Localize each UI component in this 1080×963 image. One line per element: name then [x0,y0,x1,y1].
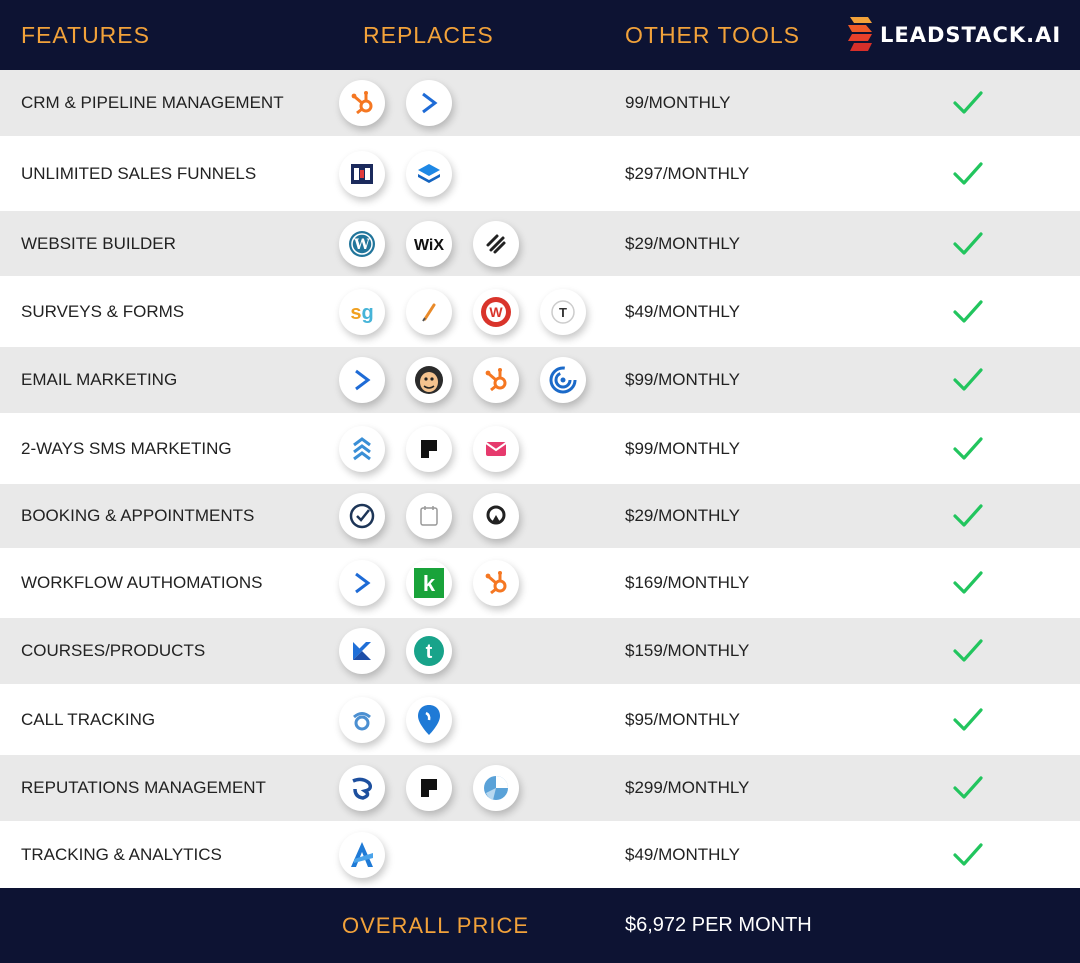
brand-name: LEADSTACK.AI [880,23,1062,47]
table-header [0,0,1080,70]
svg-text:W: W [354,236,370,253]
replaced-tools [339,684,473,755]
table-row [0,684,1080,755]
chevrons-icon [339,426,385,472]
replaced-tools [339,484,540,548]
hubspot-icon [473,560,519,606]
replaced-tools [339,211,540,276]
other-tools-price: $49/MONTHLY [625,301,740,321]
calendly-icon [339,493,385,539]
podium-icon [406,426,452,472]
layers-icon [406,151,452,197]
overall-price-total: $6,972 PER MONTH [625,914,812,936]
checkmark-icon [952,70,984,136]
svg-text:sg: sg [350,301,374,324]
teachable-icon [406,628,452,674]
svg-text:WiX: WiX [413,236,445,254]
jotform-icon [406,289,452,335]
checkmark-icon [952,821,984,888]
feature-name: REPUTATIONS MANAGEMENT [21,778,266,797]
other-tools-price: $49/MONTHLY [625,844,740,864]
hubspot-icon [339,80,385,126]
pie-icon [473,765,519,811]
replaced-tools [339,70,473,136]
feature-name: CALL TRACKING [21,709,156,729]
svg-text:T: T [559,304,567,320]
feature-name: WORKFLOW AUTHOMATIONS [21,573,263,592]
squarespace-icon [473,221,519,267]
hubspot-icon [473,357,519,403]
replaced-tools [339,136,473,211]
checkmark-icon [952,618,984,684]
checkmark-icon [952,211,984,276]
calendar-icon [406,493,452,539]
callrail-icon [339,697,385,743]
sms-mail-icon [473,426,519,472]
podium-icon [406,765,452,811]
replaced-tools [339,276,607,347]
feature-name: TRACKING & ANALYTICS [21,844,222,864]
surveygizmo-icon [339,289,385,335]
acuity-icon [473,493,519,539]
other-tools-price: $159/MONTHLY [625,641,750,660]
feature-name: CRM & PIPELINE MANAGEMENT [21,93,284,112]
wufoo-icon [473,289,519,335]
overall-price-label: OVERALL PRICE [342,913,530,938]
feature-name: COURSES/PRODUCTS [21,641,206,660]
checkmark-icon [952,413,984,484]
leadstack-logo-icon [846,15,876,55]
svg-text:W: W [489,303,503,320]
table-row [0,347,1080,413]
table-row [0,484,1080,548]
feature-name: BOOKING & APPOINTMENTS [21,506,255,525]
table-row [0,755,1080,821]
activecampaign-icon [339,560,385,606]
wix-icon [406,221,452,267]
table-row [0,276,1080,347]
constantcontact-icon [540,357,586,403]
feature-name: WEBSITE BUILDER [21,233,176,253]
checkmark-icon [952,347,984,413]
checkmark-icon [952,136,984,211]
birdeye-icon [339,765,385,811]
activecampaign-icon [339,357,385,403]
replaced-tools [339,548,540,618]
feature-name: UNLIMITED SALES FUNNELS [21,163,257,183]
feature-name: SURVEYS & FORMS [21,301,185,321]
header-other-tools: OTHER TOOLS [625,22,801,48]
replaced-tools [339,755,540,821]
other-tools-price: $169/MONTHLY [625,573,750,592]
other-tools-price: $297/MONTHLY [625,163,750,183]
table-row [0,136,1080,211]
typeform-icon [540,289,586,335]
other-tools-price: $95/MONTHLY [625,709,740,729]
kajabi-icon [339,628,385,674]
other-tools-price: $299/MONTHLY [625,778,750,797]
other-tools-price: $99/MONTHLY [625,438,740,458]
checkmark-icon [952,755,984,821]
table-row [0,70,1080,136]
mailchimp-icon [406,357,452,403]
table-row [0,211,1080,276]
header-replaces: REPLACES [363,22,494,48]
replaced-tools [339,618,473,684]
clickfunnels-icon [339,151,385,197]
activecampaign-icon [406,80,452,126]
other-tools-price: $29/MONTHLY [625,233,740,253]
wordpress-icon [339,221,385,267]
checkmark-icon [952,276,984,347]
replaced-tools [339,413,540,484]
svg-text:t: t [425,641,433,663]
replaced-tools [339,821,406,888]
svg-text:k: k [422,571,436,596]
checkmark-icon [952,484,984,548]
table-row [0,821,1080,888]
brand-logo [846,14,1061,56]
replaced-tools [339,347,607,413]
table-row [0,413,1080,484]
table-footer [0,888,1080,963]
checkmark-icon [952,548,984,618]
analytics-icon [339,832,385,878]
other-tools-price: $29/MONTHLY [625,506,740,525]
keap-icon [406,560,452,606]
table-row [0,618,1080,684]
location-pin-icon [406,697,452,743]
other-tools-price: $99/MONTHLY [625,370,740,389]
table-row [0,548,1080,618]
checkmark-icon [952,684,984,755]
feature-name: EMAIL MARKETING [21,370,178,389]
feature-name: 2-WAYS SMS MARKETING [21,438,232,458]
other-tools-price: 99/MONTHLY [625,93,731,112]
header-features: FEATURES [21,22,150,48]
